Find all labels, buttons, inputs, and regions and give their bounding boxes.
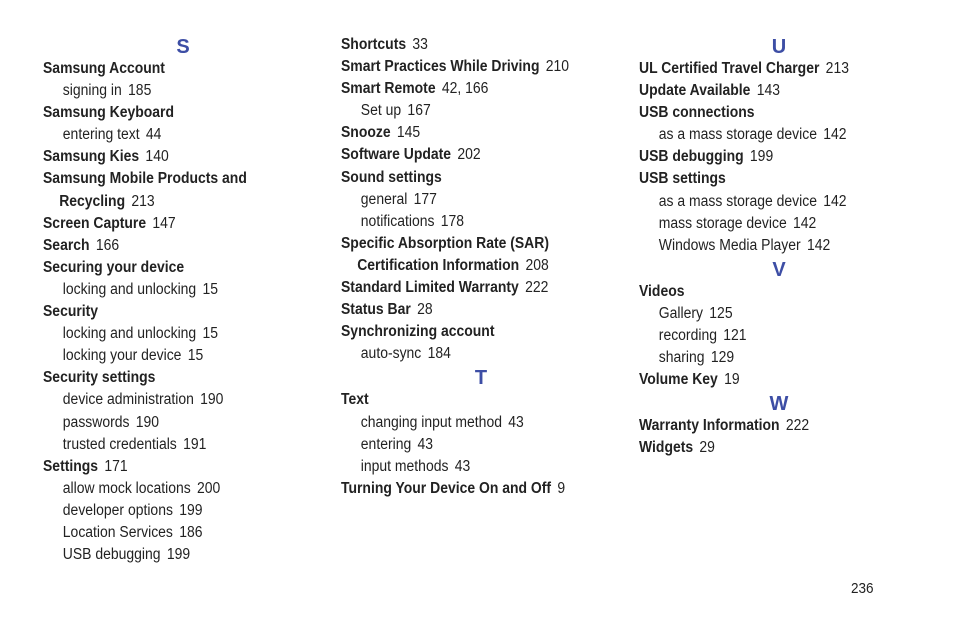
entry-label: developer options (62, 501, 173, 519)
entry-page-ref: 121 (723, 327, 747, 345)
entry-label: sharing (658, 349, 705, 367)
entry-label: Snooze (341, 124, 391, 142)
entry-page-ref: 142 (793, 214, 817, 232)
index-term-continuation (43, 191, 295, 213)
entry-label: Samsung Mobile Products and (43, 170, 247, 188)
index-term (341, 277, 593, 299)
entry-page-ref: 177 (413, 190, 437, 208)
entry-page-ref: 191 (183, 435, 207, 453)
entry-label: changing input method (360, 413, 502, 431)
index-subterm (43, 434, 295, 456)
entry-label: allow mock locations (62, 479, 191, 497)
index-term (639, 146, 891, 168)
entry-page-ref: 166 (95, 236, 120, 254)
entry-page-ref: 142 (806, 236, 831, 254)
entry-page-ref: 43 (454, 457, 471, 475)
entry-label: input methods (360, 457, 449, 475)
entry-label: notifications (360, 212, 435, 230)
entry-page-ref: 129 (710, 349, 735, 367)
entry-label: Turning Your Device On and Off (341, 479, 552, 497)
entry-label: Samsung Kies (43, 148, 140, 166)
index-term (43, 301, 295, 323)
index-subterm (43, 80, 295, 102)
index-column-2 (341, 34, 621, 500)
entry-page-ref: 190 (200, 391, 224, 409)
index-term (43, 456, 295, 478)
entry-label: Sound settings (341, 168, 442, 186)
index-subterm (341, 434, 593, 456)
entry-label: locking and unlocking (62, 325, 197, 343)
entry-label: as a mass storage device (658, 126, 817, 144)
entry-label: Windows Media Player (658, 236, 801, 254)
index-term (341, 478, 593, 500)
entry-label: auto-sync (360, 345, 422, 363)
index-subterm (341, 211, 593, 233)
entry-label: locking and unlocking (62, 280, 197, 298)
entry-page-ref: 186 (179, 523, 203, 541)
entry-page-ref: 145 (396, 124, 421, 142)
index-term (341, 78, 593, 100)
index-term (341, 233, 593, 255)
index-term (43, 58, 295, 80)
entry-page-ref: 208 (525, 256, 549, 274)
entry-label: signing in (62, 82, 122, 100)
entry-page-ref: 33 (412, 36, 428, 53)
entry-page-ref: 199 (166, 546, 191, 564)
entry-page-ref: 200 (197, 479, 221, 497)
entry-label: Location Services (62, 523, 173, 541)
section-letter: S (176, 36, 190, 58)
entry-label: locking your device (62, 347, 182, 365)
entry-label: Settings (43, 457, 99, 475)
index-term (43, 168, 295, 190)
index-subterm (639, 235, 891, 257)
entry-label: Synchronizing account (341, 323, 495, 341)
entry-page-ref: 125 (709, 304, 733, 322)
entry-label: Text (341, 391, 369, 409)
index-term (341, 34, 593, 56)
entry-page-ref: 210 (545, 58, 570, 76)
section-letter: W (769, 393, 789, 416)
index-term (639, 168, 891, 190)
entry-label: Gallery (658, 304, 703, 322)
entry-page-ref: 19 (724, 371, 740, 389)
index-term (341, 389, 593, 411)
entry-page-ref: 9 (557, 479, 566, 497)
index-subterm (341, 456, 593, 478)
index-column-1 (43, 34, 323, 566)
index-term (639, 102, 891, 124)
index-term (341, 299, 593, 321)
index-subterm (43, 412, 295, 434)
entry-label: entering text (62, 126, 140, 144)
entry-label: Smart Remote (341, 80, 436, 98)
entry-label: Smart Practices While Driving (341, 58, 540, 76)
section-letter: V (772, 258, 786, 281)
entry-label: Set up (360, 102, 402, 120)
entry-label: Certification Information (357, 256, 520, 274)
entry-label: Securing your device (43, 258, 185, 276)
entry-page-ref: 43 (417, 435, 434, 453)
entry-page-ref: 167 (407, 102, 431, 120)
entry-label: Videos (639, 282, 685, 300)
entry-page-ref: 147 (152, 214, 176, 232)
entry-label: Search (43, 236, 90, 254)
section-letter: U (771, 36, 787, 58)
entry-page-ref: 42, 166 (441, 80, 489, 98)
index-subterm (43, 478, 295, 500)
entry-page-ref: 190 (135, 413, 160, 431)
entry-label: Security (43, 303, 99, 321)
section-letter: T (474, 367, 488, 390)
index-term (43, 367, 295, 389)
index-subterm (341, 412, 593, 434)
entry-page-ref: 199 (749, 148, 774, 166)
entry-page-ref: 178 (440, 212, 465, 230)
index-subterm (341, 343, 593, 365)
entry-page-ref: 15 (187, 347, 204, 365)
entry-page-ref: 213 (825, 60, 849, 77)
index-term (43, 102, 295, 124)
index-term (639, 281, 891, 303)
index-term (43, 146, 295, 168)
entry-label: as a mass storage device (658, 192, 817, 210)
entry-page-ref: 140 (145, 148, 169, 166)
entry-page-ref: 185 (128, 82, 152, 100)
index-subterm (639, 213, 891, 235)
entry-label: passwords (62, 413, 130, 431)
entry-label: UL Certified Travel Charger (639, 60, 820, 77)
entry-page-ref: 184 (427, 345, 451, 363)
entry-page-ref: 213 (131, 192, 155, 210)
index-subterm (43, 323, 295, 345)
index-term (639, 58, 891, 80)
index-term (639, 369, 891, 391)
index-column-3 (639, 34, 919, 460)
entry-label: Warranty Information (639, 417, 780, 435)
entry-page-ref: 29 (699, 439, 715, 457)
entry-label: USB settings (639, 170, 726, 188)
index-term (639, 80, 891, 102)
index-term (341, 122, 593, 144)
entry-page-ref: 171 (104, 457, 128, 475)
index-subterm (341, 189, 593, 211)
entry-page-ref: 15 (202, 280, 219, 298)
index-subterm (43, 522, 295, 544)
entry-page-ref: 199 (179, 501, 203, 519)
index-subterm (43, 544, 295, 566)
entry-page-ref: 222 (525, 279, 549, 297)
page-number: 236 (851, 580, 874, 597)
entry-page-ref: 142 (823, 192, 847, 210)
entry-label: Screen Capture (43, 214, 147, 232)
index-term (639, 437, 891, 459)
index-term (341, 167, 593, 189)
entry-label: Standard Limited Warranty (341, 279, 519, 297)
entry-page-ref: 43 (508, 413, 524, 431)
index-term (341, 56, 593, 78)
entry-page-ref: 202 (457, 146, 481, 164)
index-subterm (639, 325, 891, 347)
entry-label: general (360, 190, 408, 208)
entry-label: USB debugging (639, 148, 744, 166)
entry-label: Samsung Keyboard (43, 104, 175, 122)
entry-label: Volume Key (639, 371, 718, 389)
index-subterm (43, 345, 295, 367)
index-term (43, 257, 295, 279)
entry-label: Update Available (639, 82, 751, 100)
index-subterm (639, 191, 891, 213)
index-subterm (43, 124, 295, 146)
entry-label: Software Update (341, 146, 452, 164)
entry-label: Widgets (639, 439, 694, 457)
entry-label: Status Bar (341, 301, 411, 319)
entry-label: Specific Absorption Rate (SAR) (341, 234, 549, 252)
entry-label: Recycling (59, 192, 126, 210)
index-term (341, 144, 593, 166)
entry-label: trusted credentials (62, 435, 177, 453)
entry-page-ref: 15 (202, 325, 219, 343)
entry-label: entering (360, 435, 412, 453)
entry-label: Security settings (43, 369, 156, 387)
entry-page-ref: 142 (823, 126, 847, 144)
index-subterm (639, 303, 891, 325)
index-term-continuation (341, 255, 593, 277)
entry-page-ref: 143 (756, 82, 780, 100)
index-term (43, 235, 295, 257)
entry-label: device administration (62, 391, 194, 409)
index-term (43, 213, 295, 235)
entry-label: recording (658, 327, 717, 345)
entry-page-ref: 44 (145, 126, 162, 144)
index-subterm (341, 100, 593, 122)
entry-label: Samsung Account (43, 60, 165, 77)
index-subterm (43, 389, 295, 411)
index-subterm (43, 500, 295, 522)
index-subterm (43, 279, 295, 301)
index-subterm (639, 347, 891, 369)
index-term (639, 415, 891, 437)
entry-label: USB connections (639, 104, 755, 122)
entry-page-ref: 28 (417, 301, 433, 319)
index-term (341, 321, 593, 343)
entry-label: mass storage device (658, 214, 787, 232)
entry-label: Shortcuts (341, 36, 407, 53)
index-subterm (639, 124, 891, 146)
entry-label: USB debugging (62, 546, 161, 564)
entry-page-ref: 222 (785, 417, 810, 435)
